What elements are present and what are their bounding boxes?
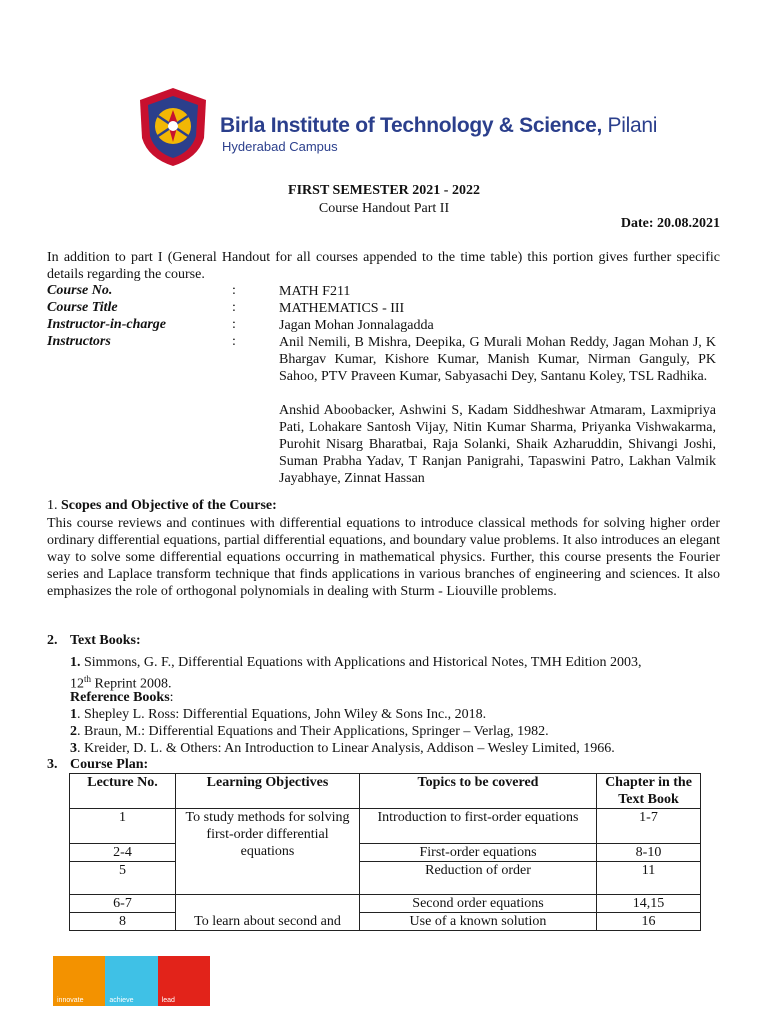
table-header: Chapter in the Text Book: [597, 774, 701, 809]
table-row: [70, 913, 701, 931]
colon: :: [232, 317, 236, 332]
topic-cell: Introduction to first-order equations: [360, 809, 597, 844]
instructor-in-charge-value: Jagan Mohan Jonnalagadda: [279, 318, 434, 333]
reference-item: 3. Kreider, D. L. & Others: An Introduction to Linear Analysis, Addison – Wesley Limited, 1966.: [70, 741, 615, 756]
colon: :: [232, 334, 236, 349]
course-title-value: MATHEMATICS - III: [279, 301, 405, 316]
table-row: [70, 862, 701, 895]
table-row: [70, 844, 701, 862]
campus-name: Hyderabad Campus: [222, 139, 338, 154]
topic-cell: Second order equations: [360, 895, 597, 913]
instructors-label: Instructors: [47, 334, 111, 349]
lecture-cell: 1: [70, 809, 176, 844]
bits-seal-logo: [136, 86, 210, 168]
table-header: Topics to be covered: [360, 774, 597, 809]
lead-block: lead: [158, 956, 210, 1006]
footer-brand-strip: [53, 956, 210, 1006]
chapter-cell: 8-10: [597, 844, 701, 862]
table-header-row: [70, 774, 701, 809]
chapter-cell: 16: [597, 913, 701, 931]
objective-cell: To learn about second and: [176, 895, 360, 931]
table-row: [70, 895, 701, 913]
handout-part: Course Handout Part II: [318, 201, 450, 216]
instructors-group-2: Anshid Aboobacker, Ashwini S, Kadam Siddheshwar Atmaram, Laxmipriya Pati, Lohakare Santosh Vijay, Nitin Kumar Sharma, Priyanka Vishwakarma, Purohit Nisarg Bharatbai, Raja Solanki, Shaik Azharuddin, Shivangi Joshi, Suman Prabha Yadav, T Ranjan Panigrahi, Tapaswini Patro, Lakhan Valmik Jayabhaye, Zinnat Hassan: [279, 403, 716, 486]
course-title-label: Course Title: [47, 300, 118, 315]
reference-item: 2. Braun, M.: Differential Equations and Their Applications, Springer – Verlag, 1982.: [70, 724, 549, 739]
course-no-label: Course No.: [47, 283, 113, 298]
instructors-group-1: Anil Nemili, B Mishra, Deepika, G Murali Mohan Reddy, Jagan Mohan J, K Bhargav Kumar, Kishore Kumar, Manish Kumar, Nirman Ganguly, PK Sahoo, PTV Praveen Kumar, Sabyasachi Dey, Santanu Koley, TSL Radhika.: [279, 335, 716, 384]
section-3-number: 3.: [47, 757, 58, 772]
section-1-body: This course reviews and continues with differential equations to introduce classical methods for solving higher order ordinary differential equations, partial differential equations, and boundary value problems. It also introduces an elegant way to solve some differential equations occurring in mathematical physics. Further, this course presents the Fourier series and Laplace transform technique that finds applications in various branches of engineering and sciences. It also emphasizes the role of orthogonal polynomials in dealing with Sturm - Liouville problems.: [47, 516, 720, 599]
chapter-cell: 1-7: [597, 809, 701, 844]
course-plan-table: [69, 773, 701, 931]
section-1-title: 1. Scopes and Objective of the Course:: [47, 498, 277, 513]
table-row: [70, 809, 701, 844]
colon: :: [232, 300, 236, 315]
section-3-title: Course Plan:: [70, 757, 149, 772]
section-2-title: Text Books:: [70, 633, 141, 648]
objective-cell: To study methods for solving first-order differential equations: [176, 809, 360, 895]
topic-cell: First-order equations: [360, 844, 597, 862]
table-header: Learning Objectives: [176, 774, 360, 809]
innovate-block: innovate: [53, 956, 105, 1006]
text-book-entry: 1. Simmons, G. F., Differential Equations with Applications and Historical Notes, TMH Edition 2003, 12th Reprint 2008.: [70, 655, 642, 692]
lecture-cell: 6-7: [70, 895, 176, 913]
achieve-block: achieve: [105, 956, 157, 1006]
intro-paragraph: In addition to part I (General Handout for all courses appended to the time table) this portion gives further specific details regarding the course.: [47, 250, 720, 282]
course-no-value: MATH F211: [279, 284, 351, 299]
lecture-cell: 8: [70, 913, 176, 931]
lecture-cell: 2-4: [70, 844, 176, 862]
table-header: Lecture No.: [70, 774, 176, 809]
chapter-cell: 14,15: [597, 895, 701, 913]
institute-name: Birla Institute of Technology & Science, Pilani: [220, 114, 658, 137]
reference-item: 1. Shepley L. Ross: Differential Equations, John Wiley & Sons Inc., 2018.: [70, 707, 487, 722]
topic-cell: Reduction of order: [360, 862, 597, 895]
colon: :: [232, 283, 236, 298]
handout-date: Date: 20.08.2021: [620, 216, 720, 231]
topic-cell: Use of a known solution: [360, 913, 597, 931]
reference-books-title: Reference Books:: [70, 690, 174, 705]
semester-title: FIRST SEMESTER 2021 - 2022: [288, 183, 480, 198]
instructor-in-charge-label: Instructor-in-charge: [47, 317, 167, 332]
lecture-cell: 5: [70, 862, 176, 895]
chapter-cell: 11: [597, 862, 701, 895]
section-2-number: 2.: [47, 633, 58, 648]
